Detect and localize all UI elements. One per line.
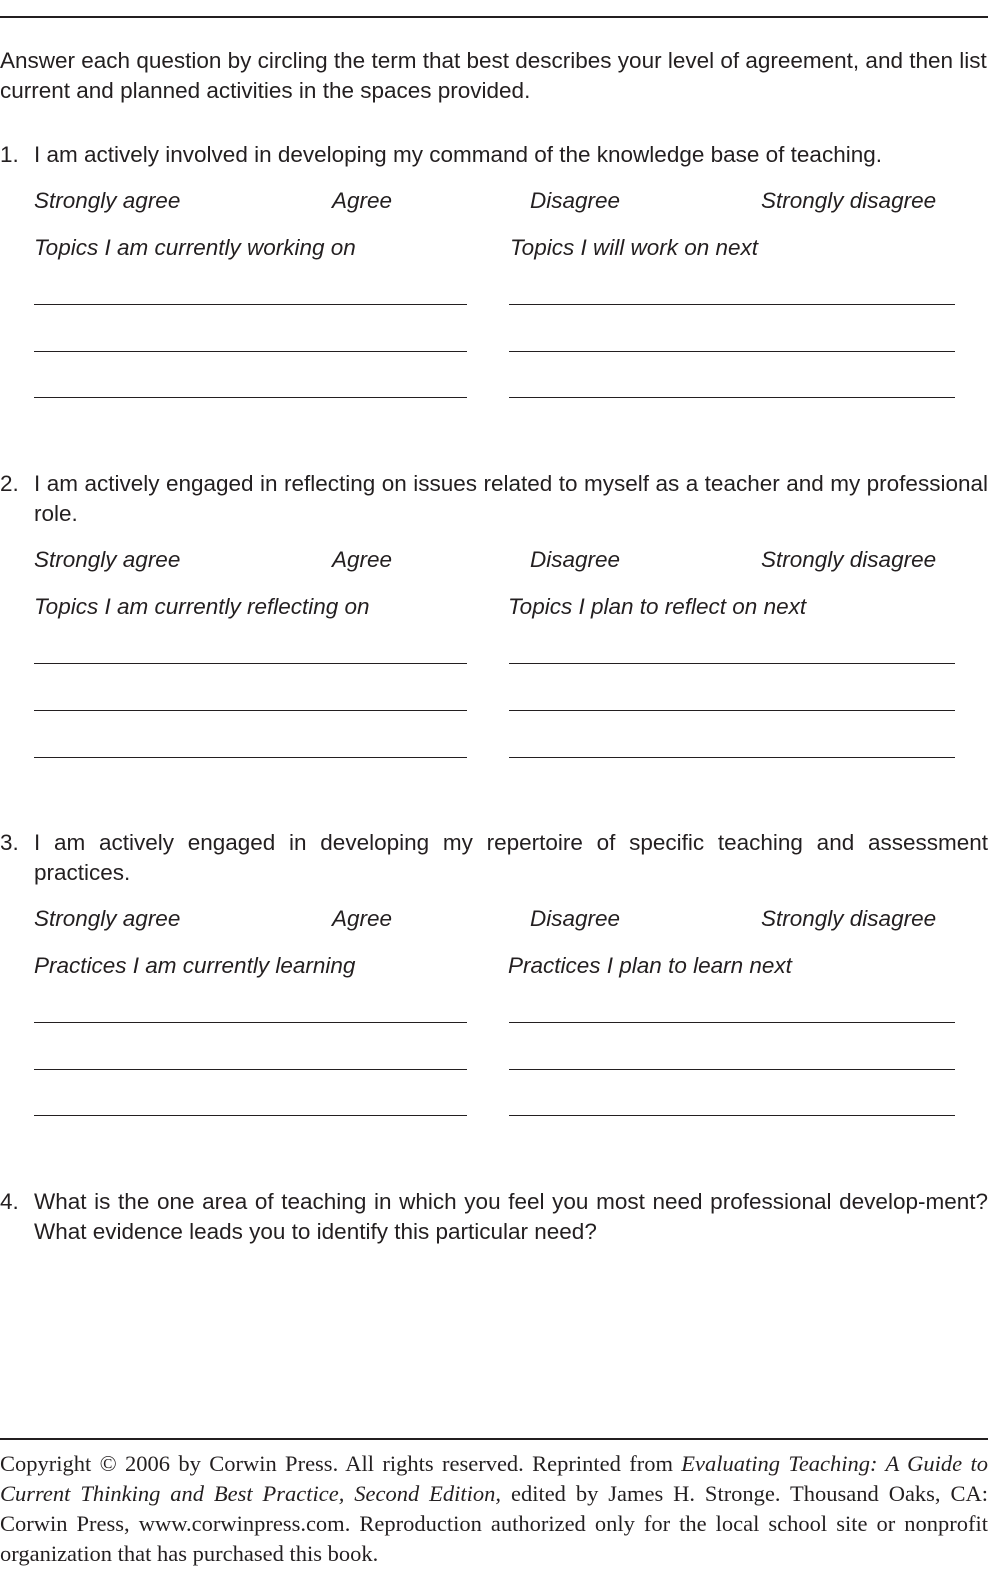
- answer-line[interactable]: [509, 1069, 955, 1070]
- answer-line[interactable]: [34, 663, 467, 664]
- answer-line[interactable]: [34, 1022, 467, 1023]
- copyright-notice: [0, 1449, 988, 1569]
- answer-line[interactable]: [509, 663, 955, 664]
- option-disagree[interactable]: Disagree: [530, 188, 621, 213]
- answer-line[interactable]: [34, 710, 467, 711]
- answer-line[interactable]: [34, 1115, 467, 1116]
- right-column-heading: Practices I plan to learn next: [508, 953, 792, 978]
- question-text: I am actively engaged in reflecting on issues related to myself as a teacher and my professional role.: [34, 471, 988, 526]
- right-column-heading: Topics I will work on next: [510, 235, 759, 260]
- copyright-lead: Copyright © 2006 by Corwin Press. All rights reserved. Reprinted from: [0, 1451, 682, 1476]
- answer-line[interactable]: [509, 710, 955, 711]
- option-strongly-disagree[interactable]: Strongly disagree: [761, 547, 937, 572]
- answer-line[interactable]: [509, 1022, 955, 1023]
- option-strongly-disagree[interactable]: Strongly disagree: [761, 906, 937, 931]
- answer-line[interactable]: [34, 757, 467, 758]
- answer-line[interactable]: [509, 397, 955, 398]
- option-disagree[interactable]: Disagree: [530, 547, 621, 572]
- answer-line[interactable]: [509, 304, 955, 305]
- left-column-heading: Practices I am currently learning: [34, 953, 356, 978]
- book-title: Evaluating Teaching: A Guide to Current Thinking and Best Practice, Second Edition,: [0, 1451, 988, 1506]
- question-text: I am actively engaged in developing my repertoire of specific teaching and assessment practices.: [34, 830, 988, 885]
- option-agree[interactable]: Agree: [332, 188, 393, 213]
- option-strongly-disagree[interactable]: Strongly disagree: [761, 188, 937, 213]
- instructions: Answer each question by circling the term that best describes your level of agreement, and then list current and planned activities in the spaces provided.: [0, 48, 987, 103]
- option-strongly-agree[interactable]: Strongly agree: [34, 547, 181, 572]
- answer-line[interactable]: [34, 351, 467, 352]
- answer-line[interactable]: [509, 757, 955, 758]
- option-disagree[interactable]: Disagree: [530, 906, 621, 931]
- option-agree[interactable]: Agree: [332, 906, 393, 931]
- option-strongly-agree[interactable]: Strongly agree: [34, 188, 181, 213]
- question-number: 2.: [0, 471, 19, 496]
- footer-rule: [0, 1438, 988, 1440]
- top-rule: [0, 16, 988, 18]
- left-column-heading: Topics I am currently working on: [34, 235, 356, 260]
- option-agree[interactable]: Agree: [332, 547, 393, 572]
- right-column-heading: Topics I plan to reflect on next: [508, 594, 807, 619]
- left-column-heading: Topics I am currently reflecting on: [34, 594, 370, 619]
- answer-line[interactable]: [34, 397, 467, 398]
- question-text: I am actively involved in developing my command of the knowledge base of teaching.: [34, 142, 882, 167]
- question-number: 3.: [0, 830, 19, 855]
- copyright-tail: edited by James H. Stronge. Thousand Oaks, CA: Corwin Press, www.corwinpress.com. Reproduction authorized only for the local school site or nonprofit organization that has purchased this book.: [0, 1481, 988, 1566]
- question-number: 1.: [0, 142, 19, 167]
- answer-line[interactable]: [509, 351, 955, 352]
- option-strongly-agree[interactable]: Strongly agree: [34, 906, 181, 931]
- answer-line[interactable]: [509, 1115, 955, 1116]
- answer-line[interactable]: [34, 1069, 467, 1070]
- question-text: What is the one area of teaching in which you feel you most need professional develop-ment? What evidence leads you to identify this particular need?: [34, 1189, 988, 1244]
- question-number: 4.: [0, 1189, 19, 1214]
- answer-line[interactable]: [34, 304, 467, 305]
